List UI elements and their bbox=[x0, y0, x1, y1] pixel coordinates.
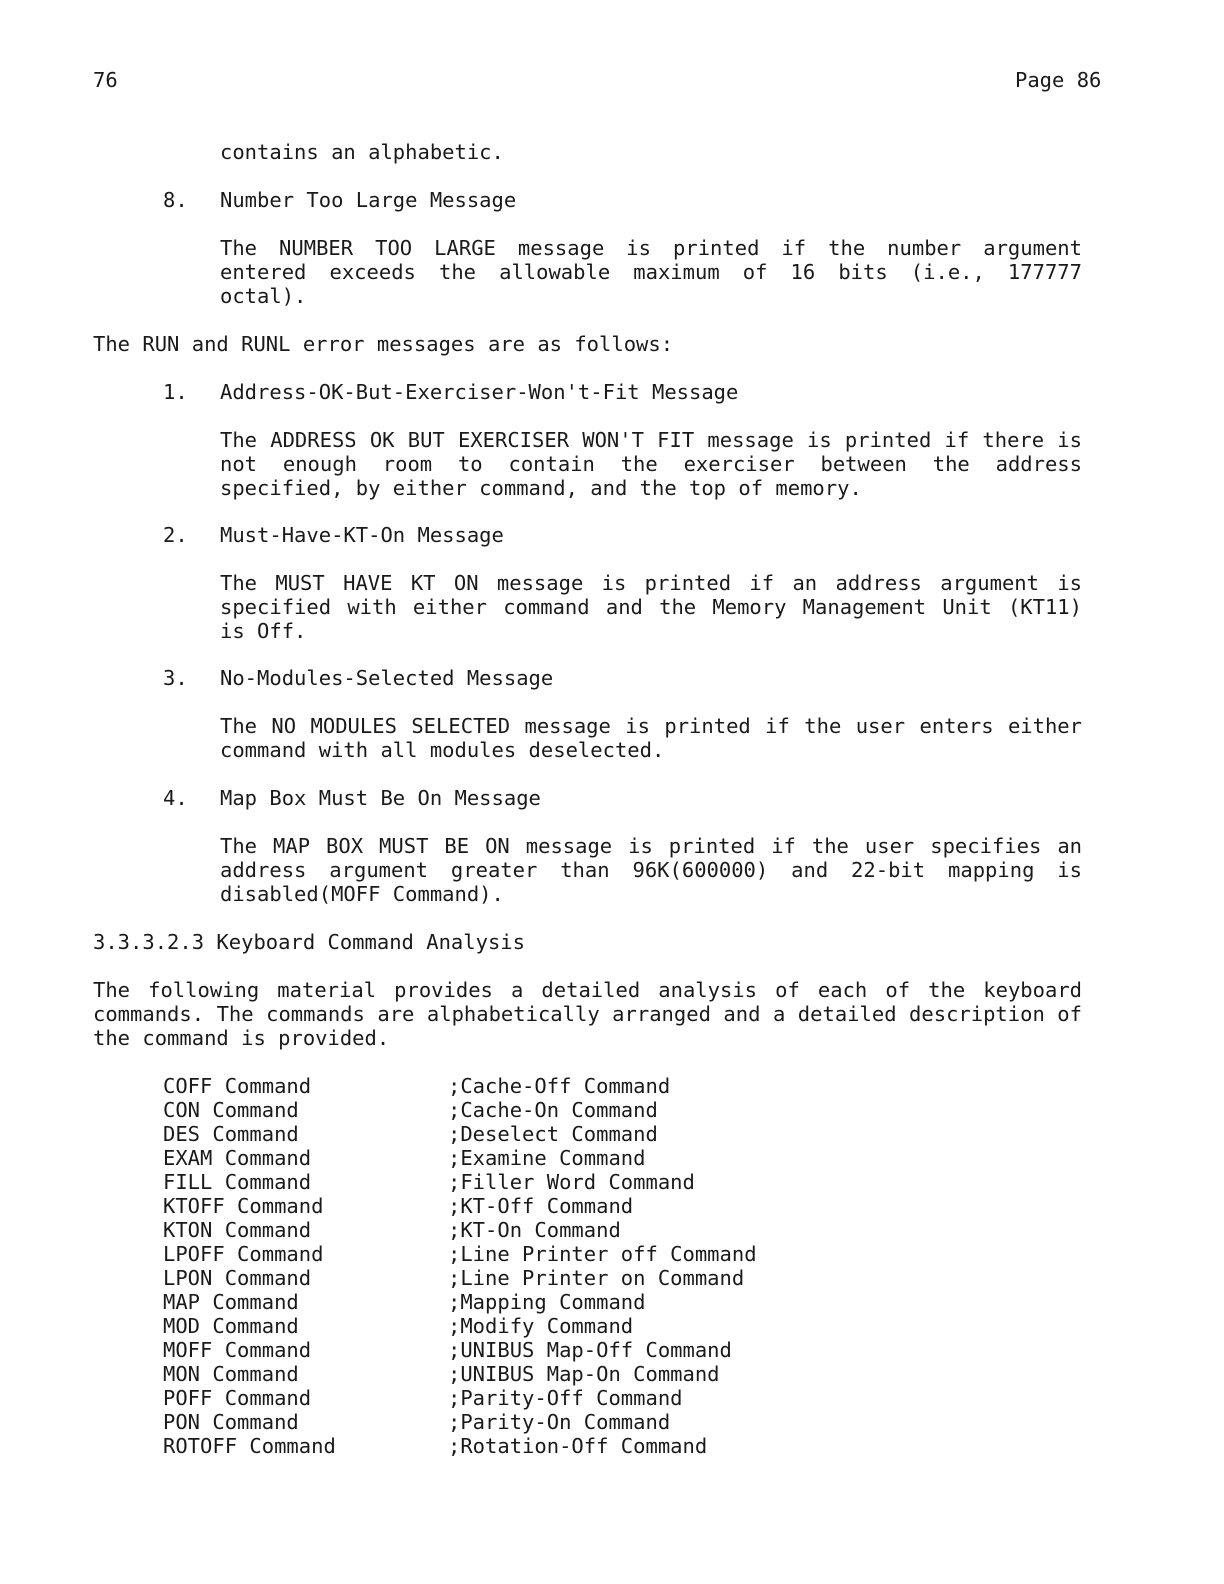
command-row bbox=[163, 1410, 757, 1434]
command-description: ;Deselect Command bbox=[448, 1122, 658, 1146]
command-description: ;UNIBUS Map-Off Command bbox=[448, 1338, 732, 1362]
command-row bbox=[163, 1170, 757, 1194]
run-item-4-number: 4. bbox=[163, 786, 188, 810]
section-heading: 3.3.3.2.3 Keyboard Command Analysis bbox=[93, 930, 525, 954]
run-item-3-number: 3. bbox=[163, 666, 188, 690]
command-description: ;Mapping Command bbox=[448, 1290, 646, 1314]
run-item-2-number: 2. bbox=[163, 523, 188, 547]
command-name: POFF Command bbox=[163, 1386, 312, 1410]
command-name: FILL Command bbox=[163, 1170, 312, 1194]
run-item-1-body: The ADDRESS OK BUT EXERCISER WON'T FIT message is printed if there is not enough room to contain the exerciser between the address specified, by either command, and the top of memory. bbox=[220, 428, 1082, 500]
command-name: MOD Command bbox=[163, 1314, 299, 1338]
command-name: CON Command bbox=[163, 1098, 299, 1122]
run-item-2-title: Must-Have-KT-On Message bbox=[220, 523, 504, 547]
command-description: ;Filler Word Command bbox=[448, 1170, 695, 1194]
command-row bbox=[163, 1386, 757, 1410]
continuation-text: contains an alphabetic. bbox=[220, 140, 504, 164]
command-row bbox=[163, 1122, 757, 1146]
command-name: ROTOFF Command bbox=[163, 1434, 336, 1458]
run-intro: The RUN and RUNL error messages are as follows: bbox=[93, 332, 674, 356]
command-name: MAP Command bbox=[163, 1290, 299, 1314]
item-8-title: Number Too Large Message bbox=[220, 188, 517, 212]
run-item-1-number: 1. bbox=[163, 380, 188, 404]
command-row bbox=[163, 1074, 757, 1098]
command-description: ;Rotation-Off Command bbox=[448, 1434, 708, 1458]
page-number-right: Page 86 bbox=[1015, 68, 1102, 92]
command-row bbox=[163, 1314, 757, 1338]
item-8-number: 8. bbox=[163, 188, 188, 212]
command-name: MOFF Command bbox=[163, 1338, 312, 1362]
section-intro: The following material provides a detailed analysis of each of the keyboard commands. The commands are alphabetically arranged and a detailed description of the command is provided. bbox=[93, 978, 1082, 1050]
command-name: DES Command bbox=[163, 1122, 299, 1146]
command-row bbox=[163, 1434, 757, 1458]
command-row bbox=[163, 1338, 757, 1362]
command-row bbox=[163, 1218, 757, 1242]
command-row bbox=[163, 1098, 757, 1122]
command-description: ;KT-On Command bbox=[448, 1218, 621, 1242]
command-description: ;Line Printer off Command bbox=[448, 1242, 757, 1266]
run-item-3-body: The NO MODULES SELECTED message is printed if the user enters either command with all modules deselected. bbox=[220, 714, 1082, 762]
command-row bbox=[163, 1266, 757, 1290]
command-row bbox=[163, 1362, 757, 1386]
item-8-body: The NUMBER TOO LARGE message is printed if the number argument entered exceeds the allowable maximum of 16 bits (i.e., 177777 octal). bbox=[220, 236, 1082, 308]
command-name: PON Command bbox=[163, 1410, 299, 1434]
command-name: EXAM Command bbox=[163, 1146, 312, 1170]
command-name: COFF Command bbox=[163, 1074, 312, 1098]
command-name: LPOFF Command bbox=[163, 1242, 324, 1266]
run-item-2-body: The MUST HAVE KT ON message is printed if an address argument is specified with either command and the Memory Management Unit (KT11) is Off. bbox=[220, 571, 1082, 643]
command-row bbox=[163, 1194, 757, 1218]
command-description: ;Modify Command bbox=[448, 1314, 634, 1338]
command-name: MON Command bbox=[163, 1362, 299, 1386]
run-item-3-title: No-Modules-Selected Message bbox=[220, 666, 554, 690]
command-list bbox=[163, 1074, 757, 1458]
command-row bbox=[163, 1146, 757, 1170]
run-item-1-title: Address-OK-But-Exerciser-Won't-Fit Message bbox=[220, 380, 739, 404]
run-item-4-body: The MAP BOX MUST BE ON message is printed if the user specifies an address argument greater than 96K(600000) and 22-bit mapping is disabled(MOFF Command). bbox=[220, 834, 1082, 906]
command-description: ;Examine Command bbox=[448, 1146, 646, 1170]
command-description: ;UNIBUS Map-On Command bbox=[448, 1362, 720, 1386]
run-item-4-title: Map Box Must Be On Message bbox=[220, 786, 541, 810]
command-description: ;Parity-Off Command bbox=[448, 1386, 683, 1410]
command-row bbox=[163, 1290, 757, 1314]
command-description: ;Cache-Off Command bbox=[448, 1074, 671, 1098]
command-name: KTON Command bbox=[163, 1218, 312, 1242]
command-description: ;KT-Off Command bbox=[448, 1194, 634, 1218]
command-description: ;Cache-On Command bbox=[448, 1098, 658, 1122]
page-number-left: 76 bbox=[93, 68, 118, 92]
command-description: ;Line Printer on Command bbox=[448, 1266, 745, 1290]
command-name: LPON Command bbox=[163, 1266, 312, 1290]
command-description: ;Parity-On Command bbox=[448, 1410, 671, 1434]
command-name: KTOFF Command bbox=[163, 1194, 324, 1218]
command-row bbox=[163, 1242, 757, 1266]
